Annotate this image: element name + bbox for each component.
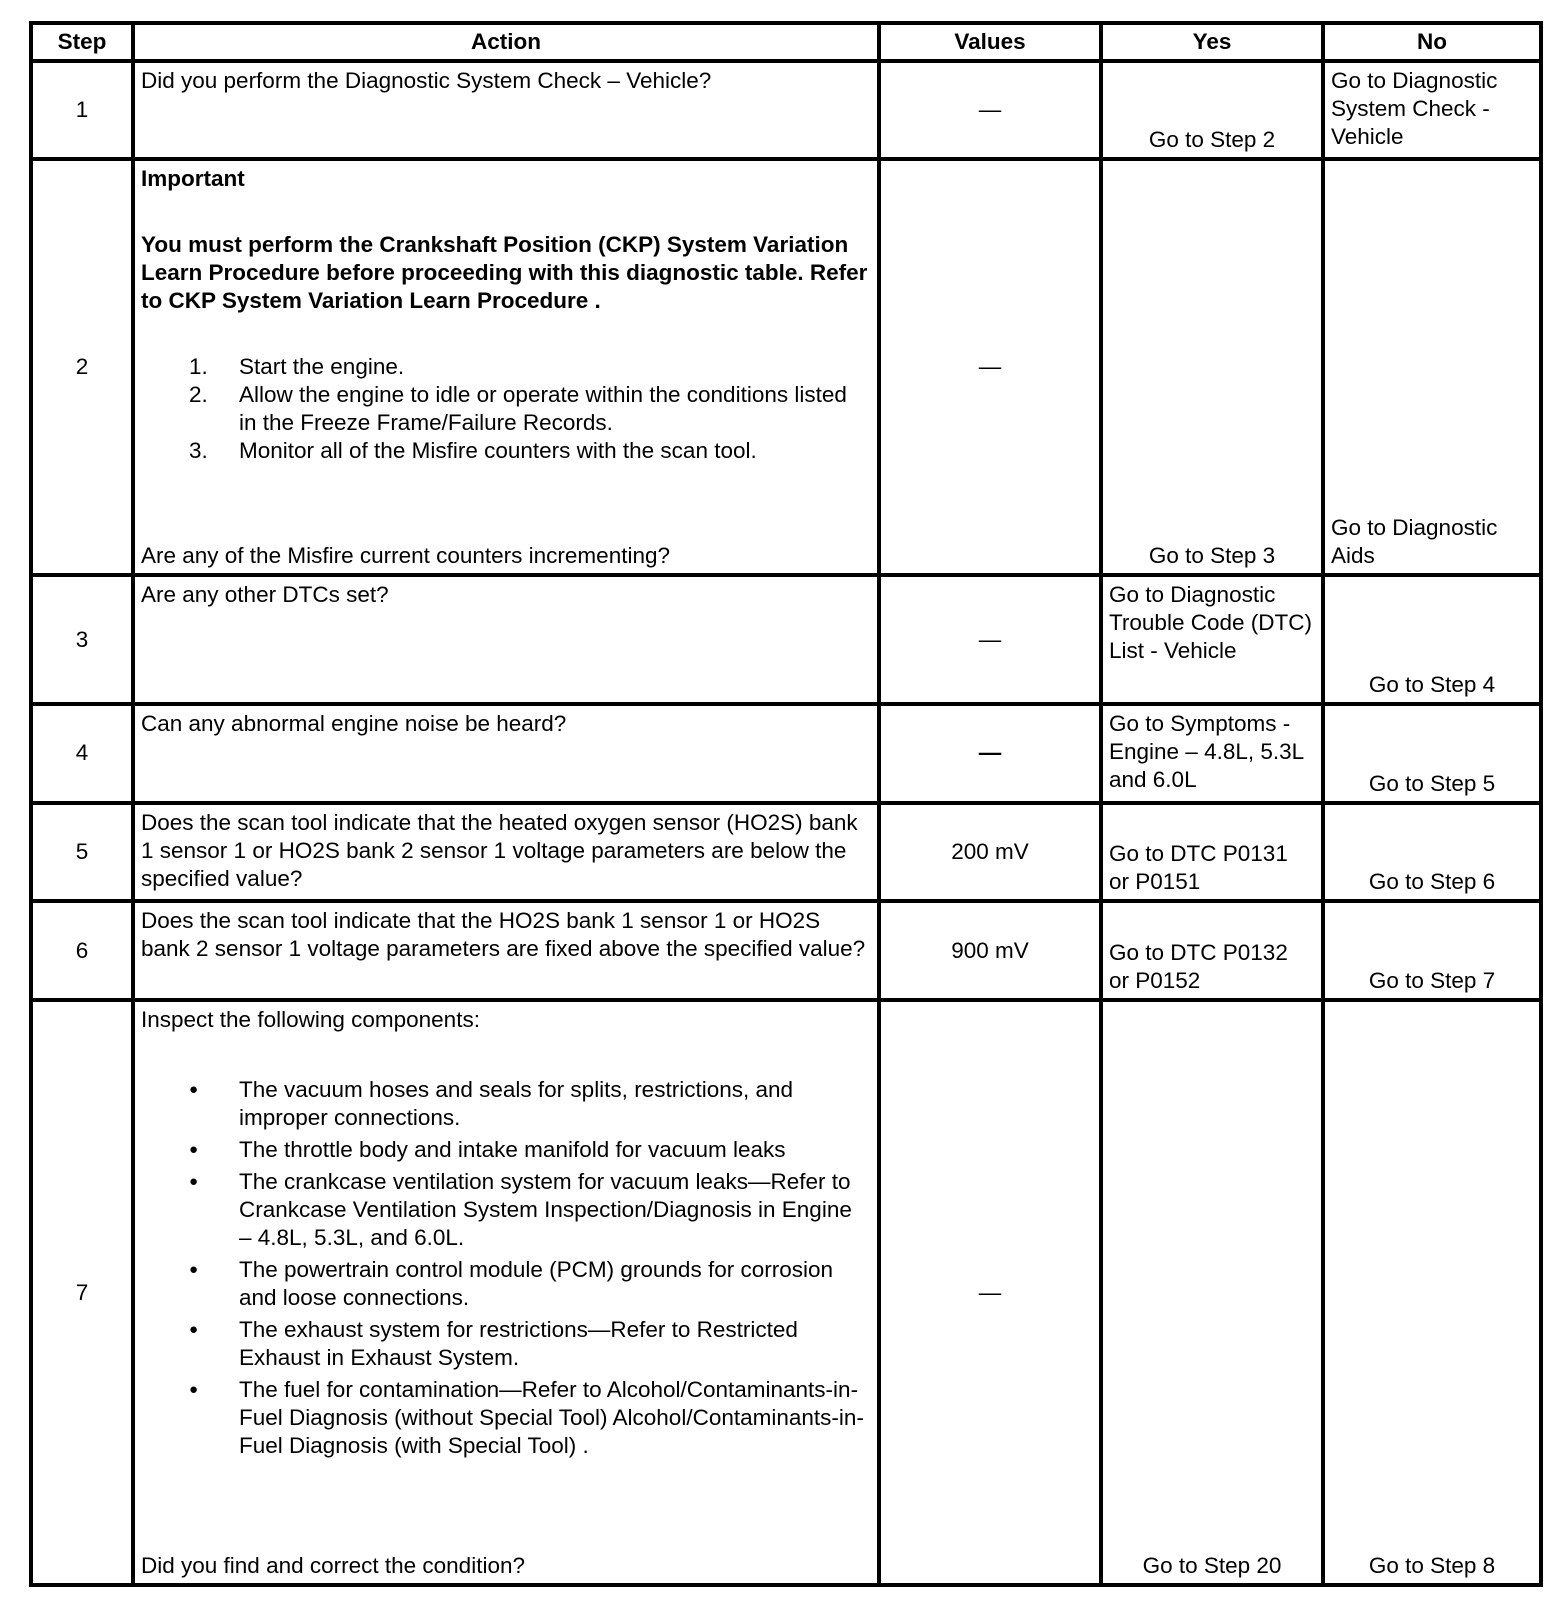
list-item: Start the engine. <box>239 353 405 379</box>
yes-result: Go to Symptoms - Engine – 4.8L, 5.3L and 6.0L <box>1109 710 1304 792</box>
yes-result: Go to Step 2 <box>1148 126 1276 152</box>
table-row <box>31 803 1541 902</box>
no-result: Go to Step 6 <box>1368 869 1496 895</box>
value-cell: — <box>879 1000 1101 1585</box>
list-item: ● The fuel for contamination—Refer to Alcohol/Contaminants-in-Fuel Diagnosis (without Special Tool) Alcohol/Contaminants-in-Fuel Diagnosis (with Special Tool) . <box>239 1376 869 1460</box>
value-cell: — <box>879 704 1101 803</box>
yes-cell <box>1101 1000 1323 1585</box>
procedure-list <box>141 353 869 465</box>
action-cell <box>133 803 879 902</box>
action-question: Are any other DTCs set? <box>141 582 389 608</box>
step-number: 7 <box>31 1000 133 1585</box>
no-result: Go to Step 4 <box>1368 671 1496 697</box>
no-result: Go to Step 7 <box>1368 968 1496 994</box>
step-number: 3 <box>31 575 133 703</box>
value-cell: — <box>879 61 1101 159</box>
header-no: No <box>1323 23 1541 61</box>
no-cell <box>1323 575 1541 703</box>
yes-result: Go to Step 20 <box>1142 1553 1282 1578</box>
step-number: 6 <box>31 901 133 1000</box>
action-cell <box>133 575 879 703</box>
header-yes: Yes <box>1101 23 1323 61</box>
action-question: Did you find and correct the condition? <box>141 1553 525 1578</box>
no-cell <box>1323 159 1541 576</box>
action-question: Does the scan tool indicate that the HO2S bank 1 sensor 1 or HO2S bank 2 sensor 1 voltage parameters are fixed above the specified value? <box>141 908 866 962</box>
list-item: ● The exhaust system for restrictions—Refer to Restricted Exhaust in Exhaust System. <box>239 1316 869 1372</box>
no-result: Go to Diagnostic System Check - Vehicle <box>1331 68 1498 149</box>
yes-cell <box>1101 159 1323 576</box>
important-note: You must perform the Crankshaft Position (CKP) System Variation Learn Procedure before proceeding with this diagnostic table. Refer to CKP System Variation Learn Procedure . <box>141 231 868 313</box>
table-header-row <box>31 23 1541 61</box>
action-question: Does the scan tool indicate that the heated oxygen sensor (HO2S) bank 1 sensor 1 or HO2S bank 2 sensor 1 voltage parameters are below the specified value? <box>141 809 858 891</box>
value-cell: — <box>879 159 1101 576</box>
action-question: Did you perform the Diagnostic System Check – Vehicle? <box>141 68 712 93</box>
yes-cell <box>1101 575 1323 703</box>
table-row <box>31 901 1541 1000</box>
no-cell <box>1323 803 1541 902</box>
step-number: 4 <box>31 704 133 803</box>
step-number: 2 <box>31 159 133 576</box>
no-cell <box>1323 1000 1541 1585</box>
action-cell <box>133 1000 879 1585</box>
value-cell: 900 mV <box>879 901 1101 1000</box>
yes-cell <box>1101 704 1323 803</box>
step-number: 5 <box>31 803 133 902</box>
list-item: ● The vacuum hoses and seals for splits, restrictions, and improper connections. <box>239 1076 869 1132</box>
step-number: 1 <box>31 61 133 159</box>
action-cell <box>133 901 879 1000</box>
list-item: ● The powertrain control module (PCM) grounds for corrosion and loose connections. <box>239 1256 869 1312</box>
table-row <box>31 704 1541 803</box>
yes-result: Go to Diagnostic Trouble Code (DTC) List - Vehicle <box>1109 582 1312 664</box>
yes-cell <box>1101 901 1323 1000</box>
action-question: Are any of the Misfire current counters incrementing? <box>141 543 670 569</box>
no-cell <box>1323 704 1541 803</box>
yes-result: Go to DTC P0131 or P0151 <box>1109 841 1288 895</box>
no-result: Go to Diagnostic Aids <box>1331 515 1498 569</box>
list-item: ● The crankcase ventilation system for vacuum leaks—Refer to Crankcase Ventilation System Inspection/Diagnosis in Engine – 4.8L, 5.3L, and 6.0L. <box>239 1168 869 1252</box>
no-result: Go to Step 8 <box>1368 1553 1496 1578</box>
action-cell <box>133 159 879 576</box>
yes-result: Go to Step 3 <box>1148 543 1276 569</box>
action-cell <box>133 61 879 159</box>
yes-result: Go to DTC P0132 or P0152 <box>1109 940 1288 994</box>
action-question: Can any abnormal engine noise be heard? <box>141 710 567 736</box>
table-row <box>31 159 1541 576</box>
no-result: Go to Step 5 <box>1368 770 1496 796</box>
action-cell <box>133 704 879 803</box>
action-intro: Inspect the following components: <box>141 1007 480 1033</box>
header-action: Action <box>133 23 879 61</box>
important-label: Important <box>141 165 245 191</box>
table-row <box>31 1000 1541 1585</box>
table-row <box>31 575 1541 703</box>
no-cell <box>1323 901 1541 1000</box>
list-item: Allow the engine to idle or operate within the conditions listed in the Freeze Frame/Failure Records. <box>239 381 847 435</box>
list-item: ● The throttle body and intake manifold for vacuum leaks <box>239 1136 869 1164</box>
yes-cell <box>1101 803 1323 902</box>
header-values: Values <box>879 23 1101 61</box>
no-cell <box>1323 61 1541 159</box>
header-step: Step <box>31 23 133 61</box>
yes-cell <box>1101 61 1323 159</box>
diagnostic-table <box>29 21 1543 1587</box>
value-cell: 200 mV <box>879 803 1101 902</box>
value-cell: — <box>879 575 1101 703</box>
list-item: Monitor all of the Misfire counters with the scan tool. <box>239 437 757 463</box>
table-row <box>31 61 1541 159</box>
inspection-list <box>141 1076 869 1464</box>
